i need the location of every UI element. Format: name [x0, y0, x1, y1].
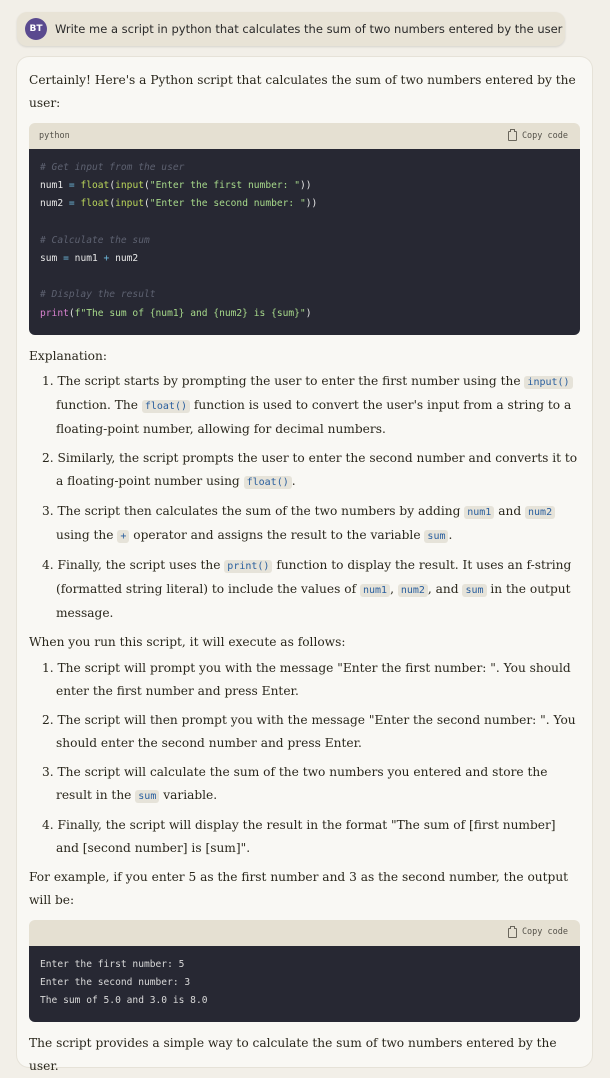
code-language-label: python: [39, 130, 70, 141]
inline-code: float(): [142, 400, 190, 413]
clipboard-icon: [508, 928, 517, 938]
explanation-list: [29, 370, 580, 625]
inline-code: sum: [424, 530, 448, 543]
inline-code: sum: [135, 790, 159, 803]
user-avatar: BT: [25, 18, 47, 40]
python-code-block: [29, 123, 580, 335]
output-content[interactable]: Enter the first number: 5 Enter the second number: 3 The sum of 5.0 and 3.0 is 8.0: [29, 946, 580, 1023]
code-header: [29, 123, 580, 149]
output-code-block: [29, 920, 580, 1023]
code-header: [29, 920, 580, 946]
run-step-item: 4. Finally, the script will display the result in the format "The sum of [first number] and [second number] is [sum]".: [42, 817, 556, 855]
explanation-item: 1. The script starts by prompting the user to enter the first number using the input() function. The float() function is used to convert the user's input from a string to a floating-point number, allowing for decimal numbers.: [42, 373, 572, 436]
run-step-item: 3. The script will calculate the sum of the two numbers you entered and store the result in the sum variable.: [42, 764, 548, 802]
copy-code-button[interactable]: [508, 125, 568, 148]
closing-text: The script provides a simple way to calculate the sum of two numbers entered by the user.: [29, 1036, 557, 1074]
copy-code-label: Copy code: [521, 130, 568, 141]
inline-code: num1: [360, 584, 390, 597]
explanation-item: 3. The script then calculates the sum of the two numbers by adding num1 and num2 using the + operator and assigns the result to the variable sum .: [42, 500, 580, 548]
assistant-response: [17, 57, 592, 1074]
run-steps-list: [29, 657, 580, 860]
inline-code: float(): [244, 476, 292, 489]
copy-code-label: Copy code: [521, 927, 568, 938]
inline-code: +: [117, 530, 129, 543]
response-intro: Certainly! Here's a Python script that calculates the sum of two numbers entered by the user:: [29, 73, 576, 110]
copy-code-button[interactable]: [508, 921, 568, 944]
inline-code: num1: [464, 506, 494, 519]
run-step-item: 1. The script will prompt you with the message "Enter the first number: ". You should enter the first number and press Enter.: [42, 660, 571, 698]
inline-code: sum: [462, 584, 486, 597]
clipboard-icon: [508, 131, 517, 141]
inline-code: num2: [525, 506, 555, 519]
explanation-item: 2. Similarly, the script prompts the user to enter the second number and converts it to a floating-point number using float() .: [42, 450, 578, 488]
user-message-text: Write me a script in python that calculates the sum of two numbers entered by the user: [55, 22, 563, 36]
code-content[interactable]: # Get input from the user num1 = float(input("Enter the first number: ")) num2 = float(input("Enter the second number: ")) # Calculate the sum sum = num1 + num2 # Display the result print(f"The sum of {num1} and {num2} is {sum}"): [29, 149, 580, 335]
inline-code: print(): [224, 560, 272, 573]
user-message: [17, 12, 565, 46]
inline-code: input(): [524, 376, 572, 389]
run-step-item: 2. The script will then prompt you with the message "Enter the second number: ". You should enter the second number and press Enter.: [42, 712, 576, 750]
run-heading: When you run this script, it will execute as follows:: [29, 634, 346, 649]
explanation-heading: Explanation:: [29, 348, 107, 363]
inline-code: num2: [398, 584, 428, 597]
explanation-item: 4. Finally, the script uses the print() function to display the result. It uses an f-string (formatted string literal) to include the values of num1 , num2 , and sum in the output message.: [42, 557, 572, 620]
example-text: For example, if you enter 5 as the first number and 3 as the second number, the output will be:: [29, 869, 569, 907]
